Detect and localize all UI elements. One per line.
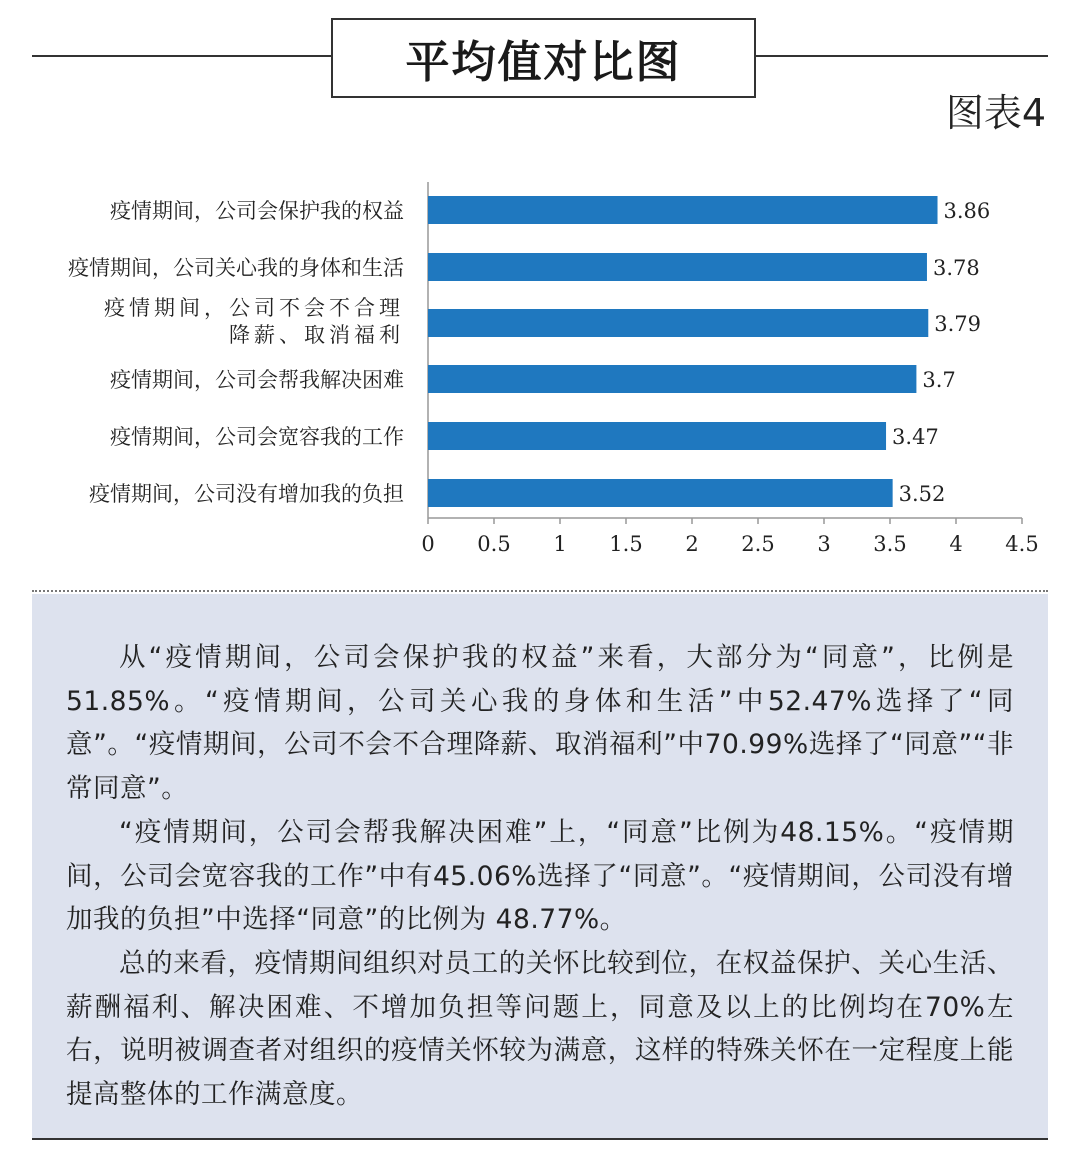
data-label: 3.79 <box>934 312 982 336</box>
analysis-paragraph-1: 从“疫情期间，公司会保护我的权益”来看，大部分为“同意”，比例是51.85%。“疫情期间，公司关心我的身体和生活”中52.47%选择了“同意”。“疫情期间，公司不会不合理降薪、取消福利”中70.99%选择了“同意”“非常同意”。 <box>66 642 1014 805</box>
bar <box>428 253 927 281</box>
category-label: 疫情期间，公司会帮我解决困难 <box>110 368 404 392</box>
x-tick-label: 1.5 <box>609 532 643 556</box>
x-tick-label: 1 <box>553 532 567 556</box>
chart-title: 平均值对比图 <box>331 18 756 98</box>
bar <box>428 196 938 224</box>
data-label: 3.86 <box>943 199 991 223</box>
x-tick-label: 0.5 <box>477 532 511 556</box>
data-label: 3.52 <box>898 482 946 506</box>
figure-label: 图表4 <box>945 91 1046 135</box>
analysis-paragraph-2: “疫情期间，公司会帮我解决困难”上，“同意”比例为48.15%。“疫情期间，公司会宽容我的工作”中有45.06%选择了“同意”。“疫情期间，公司没有增加我的负担”中选择“同意”的比例为 48.77%。 <box>66 816 1014 936</box>
category-label: 疫情期间，公司关心我的身体和生活 <box>68 256 404 280</box>
category-label: 降薪、取消福利 <box>229 323 404 347</box>
x-tick-label: 3.5 <box>873 532 907 556</box>
bar <box>428 309 928 337</box>
x-tick-label: 0 <box>421 532 435 556</box>
data-label: 3.7 <box>922 368 956 392</box>
data-label: 3.47 <box>892 425 939 449</box>
bar-chart <box>0 160 1080 580</box>
section-divider <box>32 590 1048 592</box>
data-label: 3.78 <box>932 256 980 280</box>
x-tick-label: 2.5 <box>741 532 775 556</box>
footer-rule <box>32 1138 1048 1140</box>
bar <box>428 422 886 450</box>
category-label: 疫情期间，公司会宽容我的工作 <box>110 425 404 449</box>
analysis-panel <box>32 594 1048 1138</box>
x-tick-label: 2 <box>685 532 699 556</box>
bar <box>428 365 916 393</box>
x-tick-label: 3 <box>817 532 831 556</box>
category-label: 疫情期间，公司不会不合理 <box>104 296 404 320</box>
x-tick-label: 4.5 <box>1005 532 1039 556</box>
category-label: 疫情期间，公司会保护我的权益 <box>110 199 404 223</box>
bar <box>428 479 893 507</box>
category-label: 疫情期间，公司没有增加我的负担 <box>89 482 404 506</box>
analysis-paragraph-3: 总的来看，疫情期间组织对员工的关怀比较到位，在权益保护、关心生活、薪酬福利、解决困难、不增加负担等问题上，同意及以上的比例均在70%左右，说明被调查者对组织的疫情关怀较为满意，这样的特殊关怀在一定程度上能提高整体的工作满意度。 <box>66 947 1014 1111</box>
x-tick-label: 4 <box>949 532 963 556</box>
